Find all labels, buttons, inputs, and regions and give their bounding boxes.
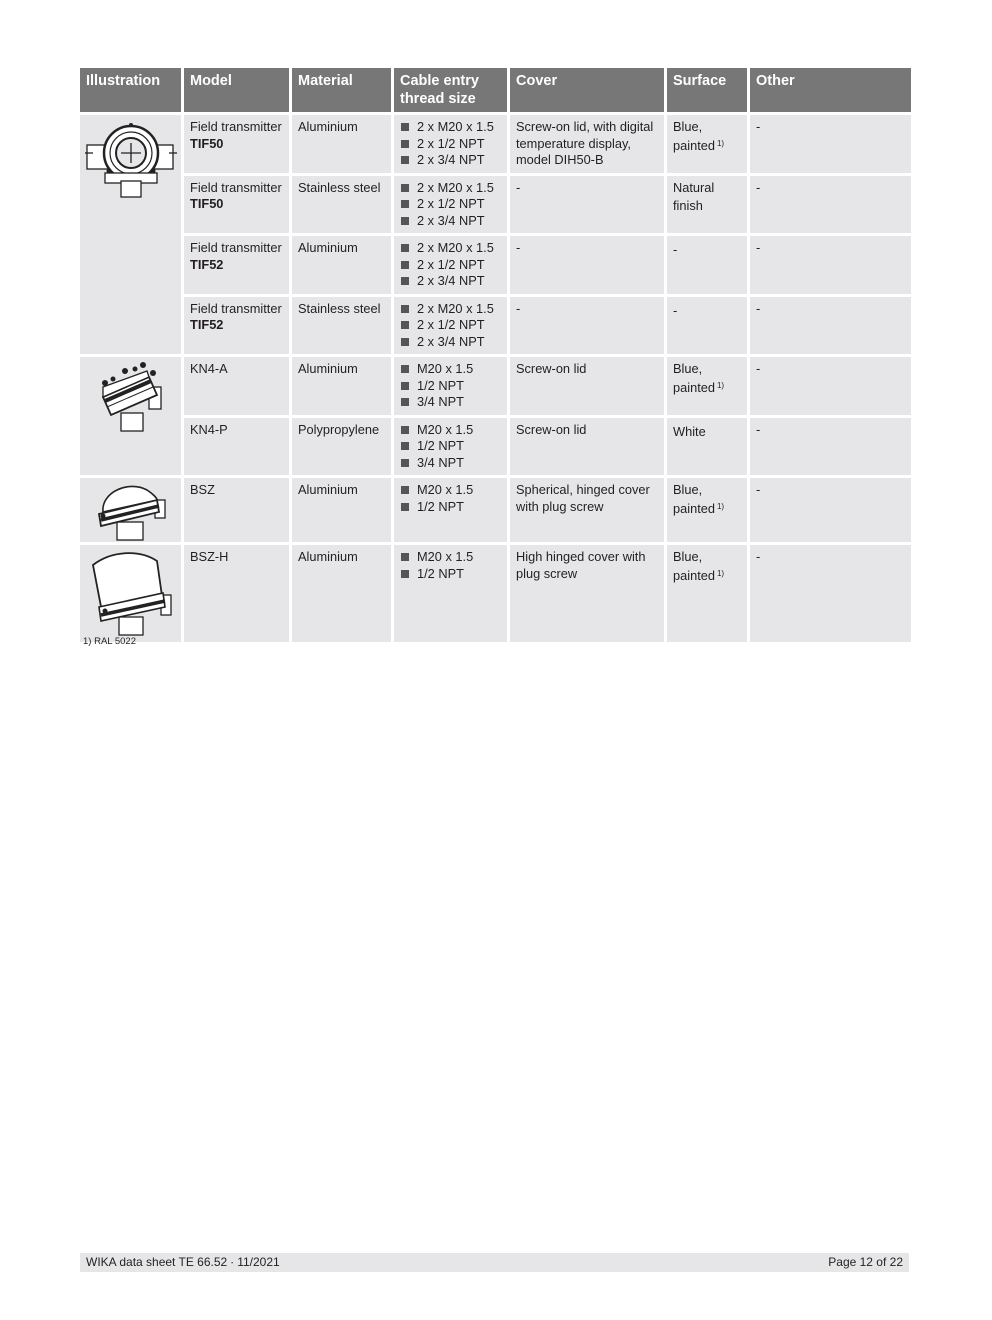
thread-item: M20 x 1.5 [400, 549, 501, 566]
thread-item: 1/2 NPT [400, 378, 501, 395]
thread-item: 3/4 NPT [400, 394, 501, 411]
material-cell: Aluminium [292, 357, 391, 415]
surface-cell [667, 176, 747, 234]
footer-document-id: WIKA data sheet TE 66.52 ∙ 11/2021 [86, 1255, 280, 1269]
model-name: KN4-P [190, 421, 228, 437]
thread-item: 2 x 1/2 NPT [400, 196, 501, 213]
header-illustration: Illustration [80, 68, 181, 112]
cover-cell: High hinged cover with plug screw [510, 545, 664, 642]
thread-item: M20 x 1.5 [400, 422, 501, 439]
model-name: TIF52 [190, 317, 224, 332]
illustration-cell-tif [80, 115, 181, 354]
surface-text: - [673, 242, 678, 257]
cover-cell: - [510, 236, 664, 294]
header-cable-entry: Cable entry thread size [394, 68, 507, 112]
surface-text: - [673, 302, 678, 318]
header-model: Model [184, 68, 289, 112]
illustration-cell-bsz [80, 478, 181, 542]
thread-item: 1/2 NPT [400, 566, 501, 583]
surface-cell [667, 297, 747, 355]
model-cell [184, 478, 289, 542]
model-cell [184, 115, 289, 173]
model-name: KN4-A [190, 361, 228, 376]
specification-table [77, 65, 914, 645]
model-name: BSZ-H [190, 549, 229, 564]
cable-entry-cell [394, 236, 507, 294]
model-prefix: Field transmitter [190, 240, 282, 255]
surface-cell [667, 545, 747, 642]
header-cover: Cover [510, 68, 664, 112]
cable-entry-cell [394, 297, 507, 355]
cable-entry-cell [394, 478, 507, 542]
surface-footnote-ref: 1) [716, 380, 725, 390]
surface-cell [667, 478, 747, 542]
model-name: TIF50 [190, 135, 224, 151]
model-cell [184, 545, 289, 642]
other-cell: - [750, 357, 911, 415]
model-name: BSZ [190, 482, 215, 497]
material-cell: Stainless steel [292, 176, 391, 234]
cable-entry-cell [394, 357, 507, 415]
table-row [80, 357, 911, 415]
material-cell: Stainless steel [292, 297, 391, 355]
surface-text: Blue, painted [673, 482, 715, 516]
header-material: Material [292, 68, 391, 112]
table-header-row [80, 68, 911, 112]
table-row [80, 418, 911, 476]
model-cell [184, 418, 289, 476]
page-footer [80, 1253, 909, 1272]
material-cell: Aluminium [292, 115, 391, 173]
model-cell [184, 357, 289, 415]
table-row [80, 478, 911, 542]
other-cell: - [750, 176, 911, 234]
other-cell: - [750, 115, 911, 173]
cover-cell: Screw-on lid [510, 357, 664, 415]
thread-item: 1/2 NPT [400, 499, 501, 516]
thread-item: 2 x 1/2 NPT [400, 136, 501, 153]
surface-text: Blue, painted [673, 549, 715, 583]
thread-item: 2 x 3/4 NPT [400, 273, 501, 290]
surface-text: Natural finish [673, 179, 715, 213]
cover-cell: Screw-on lid [510, 418, 664, 476]
surface-cell [667, 236, 747, 294]
cable-entry-cell [394, 115, 507, 173]
thread-item: 1/2 NPT [400, 438, 501, 455]
other-cell: - [750, 236, 911, 294]
model-cell [184, 297, 289, 355]
model-name: TIF50 [190, 196, 224, 211]
thread-item: 2 x 3/4 NPT [400, 152, 501, 169]
model-name: TIF52 [190, 256, 224, 272]
surface-footnote-ref: 1) [716, 568, 725, 578]
thread-item: 2 x M20 x 1.5 [400, 301, 501, 318]
thread-item: 2 x M20 x 1.5 [400, 119, 501, 136]
model-cell [184, 176, 289, 234]
table-row [80, 545, 911, 642]
model-cell [184, 236, 289, 294]
thread-item: 2 x 1/2 NPT [400, 317, 501, 334]
surface-text: Blue, painted [673, 119, 715, 153]
illustration-cell-kn4 [80, 357, 181, 475]
footnote: 1) RAL 5022 [83, 636, 136, 647]
header-surface: Surface [667, 68, 747, 112]
other-cell: - [750, 545, 911, 642]
thread-item: M20 x 1.5 [400, 482, 501, 499]
cover-cell: - [510, 297, 664, 355]
table-row [80, 236, 911, 294]
cable-entry-cell [394, 545, 507, 642]
cable-entry-cell [394, 418, 507, 476]
thread-item: 2 x M20 x 1.5 [400, 240, 501, 257]
surface-cell [667, 357, 747, 415]
cover-cell: Spherical, hinged cover with plug screw [510, 478, 664, 542]
material-cell: Aluminium [292, 478, 391, 542]
kn4-housing-drawing [91, 357, 171, 437]
cable-entry-cell [394, 176, 507, 234]
material-cell: Polypropylene [292, 418, 391, 476]
surface-text: White [673, 423, 706, 439]
model-prefix: Field transmitter [190, 119, 282, 134]
cover-cell: - [510, 176, 664, 234]
surface-cell [667, 418, 747, 476]
material-cell: Aluminium [292, 545, 391, 642]
footer-page-number: Page 12 of 22 [828, 1255, 903, 1269]
tif-housing-drawing [85, 115, 177, 207]
other-cell: - [750, 297, 911, 355]
bsz-housing-drawing [89, 478, 173, 542]
surface-footnote-ref: 1) [716, 138, 725, 148]
table-row [80, 176, 911, 234]
other-cell: - [750, 418, 911, 476]
header-other: Other [750, 68, 911, 112]
thread-item: 2 x M20 x 1.5 [400, 180, 501, 197]
other-cell: - [750, 478, 911, 542]
illustration-cell-bsz-h [80, 545, 181, 642]
thread-item: M20 x 1.5 [400, 361, 501, 378]
table-row [80, 297, 911, 355]
thread-item: 2 x 3/4 NPT [400, 213, 501, 230]
thread-item: 3/4 NPT [400, 455, 501, 472]
surface-cell [667, 115, 747, 173]
model-prefix: Field transmitter [190, 179, 282, 195]
surface-footnote-ref: 1) [716, 501, 725, 511]
table-row [80, 115, 911, 173]
surface-text: Blue, painted [673, 361, 715, 395]
model-prefix: Field transmitter [190, 300, 282, 316]
cover-cell: Screw-on lid, with digital temperature display, model DIH50-B [510, 115, 664, 173]
material-cell: Aluminium [292, 236, 391, 294]
thread-item: 2 x 1/2 NPT [400, 257, 501, 274]
thread-item: 2 x 3/4 NPT [400, 334, 501, 351]
bsz-h-housing-drawing [87, 545, 175, 640]
